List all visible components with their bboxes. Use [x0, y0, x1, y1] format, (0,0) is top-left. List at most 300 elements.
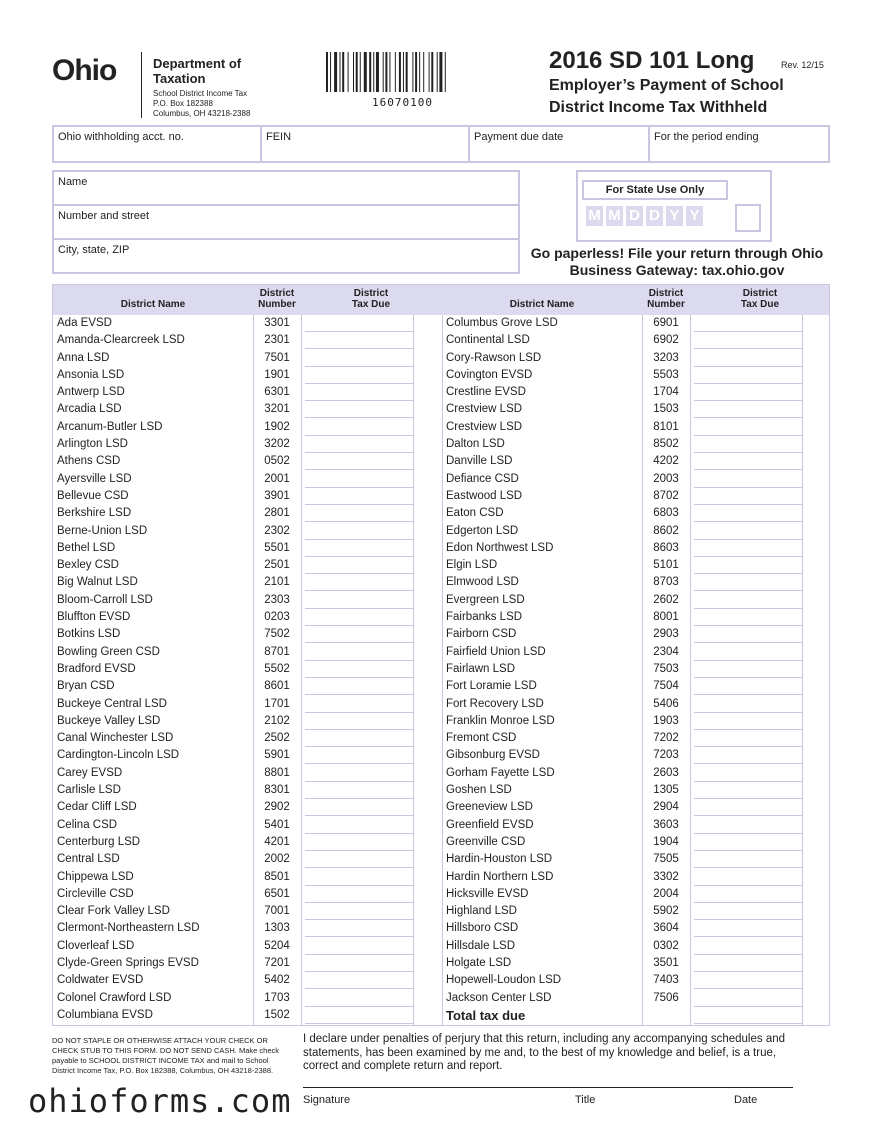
district-name: Elgin LSD: [446, 559, 498, 572]
table-row: [53, 540, 442, 557]
district-number: 7403: [653, 974, 679, 987]
district-number: 0203: [264, 611, 290, 624]
district-number: 5101: [653, 559, 679, 572]
table-row: [442, 592, 831, 609]
header-district-name-right: District Name: [509, 299, 575, 310]
table-row: [53, 920, 442, 937]
district-number: 7202: [653, 732, 679, 745]
district-number: 7503: [653, 662, 679, 675]
tax-due-input[interactable]: [694, 799, 802, 816]
tax-due-input[interactable]: [305, 869, 413, 886]
tax-due-input[interactable]: [305, 523, 413, 540]
barcode-bar: [406, 52, 408, 92]
district-number: 6301: [264, 386, 290, 399]
district-number: 6501: [264, 887, 290, 900]
tax-due-input[interactable]: [694, 574, 802, 591]
tax-due-input[interactable]: [694, 678, 802, 695]
district-number: 2101: [264, 576, 290, 589]
title-label: Title: [575, 1094, 596, 1106]
tax-due-input[interactable]: [305, 799, 413, 816]
table-row: [53, 315, 442, 332]
tax-due-input[interactable]: [305, 367, 413, 384]
barcode-bar: [364, 52, 367, 92]
district-number: 8603: [653, 541, 679, 554]
district-name: Crestview LSD: [446, 420, 523, 433]
district-name: Arlington LSD: [57, 438, 128, 451]
tax-due-input[interactable]: [305, 955, 413, 972]
logo-divider: [141, 52, 142, 118]
district-name: Carlisle LSD: [57, 784, 121, 797]
tax-due-input[interactable]: [694, 592, 802, 609]
barcode-bar: [340, 52, 341, 92]
barcode-bar: [403, 52, 404, 92]
district-name: Bryan CSD: [57, 680, 115, 693]
district-number: 3501: [653, 956, 679, 969]
district-name: Hicksville EVSD: [446, 887, 529, 900]
district-table: [52, 284, 830, 1026]
table-row: [53, 384, 442, 401]
tax-due-input[interactable]: [694, 332, 802, 349]
tax-due-input[interactable]: [305, 419, 413, 436]
payment-due-field[interactable]: Payment due date: [474, 131, 564, 143]
table-row: [53, 938, 442, 955]
district-number: 1305: [653, 784, 679, 797]
district-name: Fort Loramie LSD: [446, 680, 537, 693]
district-name: Columbus Grove LSD: [446, 317, 558, 329]
barcode-bar: [445, 52, 446, 92]
table-row: [53, 488, 442, 505]
district-name: Bexley CSD: [57, 559, 119, 572]
withholding-acct-field[interactable]: Ohio withholding acct. no.: [58, 131, 184, 143]
tax-due-input[interactable]: [694, 765, 802, 782]
district-name: Buckeye Central LSD: [57, 697, 167, 710]
table-row: [442, 315, 831, 332]
table-row: [442, 384, 831, 401]
table-row: [442, 938, 831, 955]
barcode-bar: [439, 52, 442, 92]
table-row: [53, 609, 442, 626]
table-row: [442, 557, 831, 574]
table-row: [442, 990, 831, 1007]
district-name: Evergreen LSD: [446, 593, 525, 606]
tax-due-input[interactable]: [305, 920, 413, 937]
district-number: 5503: [653, 368, 679, 381]
district-name: Bowling Green CSD: [57, 645, 160, 658]
district-number: 2303: [264, 593, 290, 606]
tax-due-input[interactable]: [694, 938, 802, 955]
district-number: 7504: [653, 680, 679, 693]
tax-due-input[interactable]: [694, 747, 802, 764]
state-use-date: [586, 206, 703, 226]
tax-due-input[interactable]: [305, 903, 413, 920]
tax-due-input[interactable]: [694, 350, 802, 367]
table-row: [53, 851, 442, 868]
district-name: Arcadia LSD: [57, 403, 122, 416]
tax-due-input[interactable]: [694, 401, 802, 418]
table-header: [53, 285, 829, 315]
table-row: [53, 765, 442, 782]
district-number: 3202: [264, 438, 290, 451]
district-number: 1904: [653, 835, 679, 848]
signature-line[interactable]: [303, 1087, 793, 1088]
table-row: [53, 453, 442, 470]
tax-due-input[interactable]: [305, 557, 413, 574]
tax-due-input[interactable]: [694, 730, 802, 747]
barcode-bar: [369, 52, 371, 92]
district-name: Cory-Rawson LSD: [446, 351, 542, 364]
table-row: [53, 990, 442, 1007]
tax-due-input[interactable]: [694, 609, 802, 626]
tax-due-input[interactable]: [694, 523, 802, 540]
district-name: Celina CSD: [57, 818, 118, 831]
table-row: [442, 678, 831, 695]
barcode-bar: [383, 52, 384, 92]
district-name: Hardin-Houston LSD: [446, 853, 553, 866]
header-district-number-right: District Number: [647, 288, 685, 310]
tax-due-input[interactable]: [305, 609, 413, 626]
table-row: [53, 1007, 442, 1024]
district-name: Berne-Union LSD: [57, 524, 148, 537]
district-name: Fairlawn LSD: [446, 662, 516, 675]
date-cell: D: [626, 206, 643, 226]
tax-due-input[interactable]: [694, 834, 802, 851]
district-name: Crestview LSD: [446, 403, 523, 416]
table-row: [53, 557, 442, 574]
district-name: Eaton CSD: [446, 507, 504, 520]
district-number: 3603: [653, 818, 679, 831]
district-name: Coldwater EVSD: [57, 974, 144, 987]
district-number: 6902: [653, 334, 679, 347]
district-name: Continental LSD: [446, 334, 530, 347]
district-name: Arcanum-Butler LSD: [57, 420, 163, 433]
district-name: Hardin Northern LSD: [446, 870, 554, 883]
table-row: [442, 350, 831, 367]
tax-due-input[interactable]: [305, 765, 413, 782]
district-name: Gibsonburg EVSD: [446, 749, 540, 762]
table-row: [442, 540, 831, 557]
department-address: School District Income Tax P.O. Box 182388 Columbus, OH 43218-2388: [153, 89, 251, 118]
tax-due-input[interactable]: [305, 886, 413, 903]
district-name: Ayersville LSD: [57, 472, 132, 485]
city-state-zip-field[interactable]: City, state, ZIP: [58, 244, 130, 256]
district-number: 8602: [653, 524, 679, 537]
tax-due-input[interactable]: [305, 1007, 413, 1024]
district-name: Colonel Crawford LSD: [57, 991, 172, 1004]
district-number: 2102: [264, 714, 290, 727]
district-number: 2302: [264, 524, 290, 537]
district-number: 5501: [264, 541, 290, 554]
barcode-bar: [419, 52, 420, 92]
district-number: 5406: [653, 697, 679, 710]
district-name: Amanda-Clearcreek LSD: [57, 334, 185, 347]
tax-due-input[interactable]: [694, 886, 802, 903]
table-row: [442, 799, 831, 816]
table-row: [442, 332, 831, 349]
district-name: Cardington-Lincoln LSD: [57, 749, 180, 762]
form-revision: Rev. 12/15: [781, 60, 824, 70]
header-district-number-left: District Number: [258, 288, 296, 310]
total-row: [442, 1007, 831, 1024]
district-number: 1703: [264, 991, 290, 1004]
date-cell: Y: [686, 206, 703, 226]
district-name: Bethel LSD: [57, 541, 116, 554]
table-row: [442, 471, 831, 488]
district-number: 2001: [264, 472, 290, 485]
tax-due-input[interactable]: [305, 972, 413, 989]
district-number: 7502: [264, 628, 290, 641]
table-row: [53, 350, 442, 367]
district-number: 7505: [653, 853, 679, 866]
table-row: [53, 523, 442, 540]
district-name: Jackson Center LSD: [446, 991, 552, 1004]
district-number: 3302: [653, 870, 679, 883]
tax-due-input[interactable]: [305, 730, 413, 747]
district-number: 2301: [264, 334, 290, 347]
table-row: [442, 817, 831, 834]
district-name: Danville LSD: [446, 455, 513, 468]
tax-due-input[interactable]: [694, 557, 802, 574]
district-name: Gorham Fayette LSD: [446, 766, 555, 779]
total-tax-due-input[interactable]: [694, 1007, 802, 1024]
district-name: Clermont-Northeastern LSD: [57, 922, 200, 935]
tax-due-input[interactable]: [305, 661, 413, 678]
district-number: 3604: [653, 922, 679, 935]
tax-due-input[interactable]: [694, 644, 802, 661]
tax-due-input[interactable]: [694, 315, 802, 332]
table-row: [442, 661, 831, 678]
district-number: 3201: [264, 403, 290, 416]
tax-due-input[interactable]: [305, 817, 413, 834]
barcode-bar: [326, 52, 328, 92]
table-row: [442, 920, 831, 937]
district-number: 8101: [653, 420, 679, 433]
tax-due-input[interactable]: [694, 488, 802, 505]
tax-due-input[interactable]: [305, 488, 413, 505]
tax-due-input[interactable]: [694, 471, 802, 488]
tax-due-input[interactable]: [694, 990, 802, 1007]
table-row: [53, 834, 442, 851]
tax-due-input[interactable]: [305, 834, 413, 851]
tax-due-input[interactable]: [305, 626, 413, 643]
total-tax-due-label: Total tax due: [446, 1007, 526, 1023]
district-number: 6901: [653, 317, 679, 329]
table-row: [442, 436, 831, 453]
street-field[interactable]: Number and street: [58, 210, 150, 222]
tax-due-input[interactable]: [305, 990, 413, 1007]
table-row: [442, 834, 831, 851]
tax-due-input[interactable]: [305, 505, 413, 522]
district-number: 2603: [653, 766, 679, 779]
tax-due-input[interactable]: [694, 367, 802, 384]
tax-due-input[interactable]: [305, 696, 413, 713]
table-row: [53, 471, 442, 488]
district-number: 2904: [653, 801, 679, 814]
table-row: [442, 626, 831, 643]
district-number: 1303: [264, 922, 290, 935]
district-number: 5402: [264, 974, 290, 987]
tax-due-input[interactable]: [305, 453, 413, 470]
district-number: 6803: [653, 507, 679, 520]
table-row: [442, 696, 831, 713]
district-name: Ada EVSD: [57, 317, 112, 329]
district-number: 5502: [264, 662, 290, 675]
district-name: Fairbanks LSD: [446, 611, 523, 624]
tax-due-input[interactable]: [694, 955, 802, 972]
district-number: 5401: [264, 818, 290, 831]
tax-due-input[interactable]: [305, 574, 413, 591]
district-number: 3901: [264, 489, 290, 502]
tax-due-input[interactable]: [305, 782, 413, 799]
district-name: Columbiana EVSD: [57, 1008, 153, 1021]
tax-due-input[interactable]: [305, 471, 413, 488]
district-name: Canal Winchester LSD: [57, 732, 174, 745]
tax-due-input[interactable]: [305, 644, 413, 661]
tax-due-input[interactable]: [694, 920, 802, 937]
district-number: 2304: [653, 645, 679, 658]
table-row: [442, 367, 831, 384]
district-number: 5204: [264, 939, 290, 952]
barcode-bar: [353, 52, 354, 92]
tax-due-input[interactable]: [305, 315, 413, 332]
table-row: [53, 436, 442, 453]
district-name: Berkshire LSD: [57, 507, 132, 520]
table-row: [442, 523, 831, 540]
barcode-image: [326, 52, 484, 92]
district-name: Bradford EVSD: [57, 662, 136, 675]
tax-due-input[interactable]: [305, 592, 413, 609]
tax-due-input[interactable]: [694, 419, 802, 436]
barcode-bar: [342, 52, 344, 92]
tax-due-input[interactable]: [694, 713, 802, 730]
form-title: 2016 SD 101 Long: [549, 47, 755, 74]
address-block: [52, 170, 520, 274]
period-ending-field[interactable]: For the period ending: [654, 131, 759, 143]
table-row: [53, 696, 442, 713]
table-row: [442, 886, 831, 903]
district-name: Edon Northwest LSD: [446, 541, 554, 554]
table-row: [442, 765, 831, 782]
tax-due-input[interactable]: [694, 817, 802, 834]
district-number: 2902: [264, 801, 290, 814]
tax-due-input[interactable]: [694, 436, 802, 453]
tax-due-input[interactable]: [305, 747, 413, 764]
tax-due-input[interactable]: [694, 696, 802, 713]
tax-due-input[interactable]: [305, 436, 413, 453]
district-number: 7203: [653, 749, 679, 762]
tax-due-input[interactable]: [694, 903, 802, 920]
district-name: Greenfield EVSD: [446, 818, 534, 831]
tax-due-input[interactable]: [305, 938, 413, 955]
table-row: [53, 505, 442, 522]
table-row: [442, 505, 831, 522]
table-row: [442, 419, 831, 436]
district-number: 0302: [653, 939, 679, 952]
tax-due-input[interactable]: [305, 851, 413, 868]
district-name: Highland LSD: [446, 905, 517, 918]
barcode-bar: [360, 52, 361, 92]
tax-due-input[interactable]: [305, 713, 413, 730]
district-number: 0502: [264, 455, 290, 468]
barcode-bar: [376, 52, 379, 92]
district-number: 8701: [264, 645, 290, 658]
district-name: Centerburg LSD: [57, 835, 141, 848]
header-tax-due-right: District Tax Due: [740, 288, 780, 310]
district-number: 3203: [653, 351, 679, 364]
form-subtitle: Employer’s Payment of School District Income Tax Withheld: [549, 77, 784, 116]
district-name: Circleville CSD: [57, 887, 134, 900]
tax-due-input[interactable]: [305, 350, 413, 367]
name-field[interactable]: Name: [58, 176, 88, 188]
tax-due-input[interactable]: [305, 332, 413, 349]
district-name: Carey EVSD: [57, 766, 123, 779]
district-number: 1704: [653, 386, 679, 399]
fein-field[interactable]: FEIN: [266, 131, 292, 143]
barcode-bar: [415, 52, 417, 92]
tax-due-input[interactable]: [694, 869, 802, 886]
tax-due-input[interactable]: [694, 626, 802, 643]
table-row: [53, 678, 442, 695]
table-row: [53, 644, 442, 661]
barcode-bar: [334, 52, 337, 92]
district-number: 2602: [653, 593, 679, 606]
table-row: [53, 747, 442, 764]
table-row: [53, 626, 442, 643]
tax-due-input[interactable]: [694, 661, 802, 678]
district-number: 1701: [264, 697, 290, 710]
mailing-notice: DO NOT STAPLE OR OTHERWISE ATTACH YOUR CHECK OR CHECK STUB TO THIS FORM. DO NOT SEND CASH. Make check payable to SCHOOL DISTRICT INCOME TAX and mail to School District Income Tax, P.O. Box 182388, Columbus, OH 43218-2388.: [52, 1036, 279, 1075]
table-row: [53, 661, 442, 678]
tax-due-input[interactable]: [305, 540, 413, 557]
tax-due-input[interactable]: [305, 384, 413, 401]
district-name: Fremont CSD: [446, 732, 517, 745]
tax-due-input[interactable]: [694, 384, 802, 401]
district-name: Edgerton LSD: [446, 524, 519, 537]
header-tax-due-left: District Tax Due: [351, 288, 391, 310]
table-row: [53, 972, 442, 989]
district-name: Bluffton EVSD: [57, 611, 131, 624]
tax-due-input[interactable]: [694, 782, 802, 799]
district-name: Elmwood LSD: [446, 576, 519, 589]
barcode-bar: [385, 52, 387, 92]
tax-due-input[interactable]: [694, 972, 802, 989]
district-number: 1502: [264, 1008, 290, 1021]
table-row: [53, 903, 442, 920]
tax-due-input[interactable]: [694, 453, 802, 470]
account-info-row: [52, 125, 830, 163]
district-number: 4202: [653, 455, 679, 468]
district-number: 8601: [264, 680, 290, 693]
district-number: 3301: [264, 317, 290, 329]
district-number: 1903: [653, 714, 679, 727]
table-row: [53, 817, 442, 834]
tax-due-input[interactable]: [694, 851, 802, 868]
district-number: 1902: [264, 420, 290, 433]
district-number: 8501: [264, 870, 290, 883]
tax-due-input[interactable]: [305, 678, 413, 695]
district-number: 4201: [264, 835, 290, 848]
tax-due-input[interactable]: [694, 540, 802, 557]
table-row: [53, 799, 442, 816]
district-name: Cloverleaf LSD: [57, 939, 135, 952]
table-row: [442, 903, 831, 920]
district-number: 8301: [264, 784, 290, 797]
tax-due-input[interactable]: [305, 401, 413, 418]
barcode-bar: [412, 52, 413, 92]
district-number: 8502: [653, 438, 679, 451]
tax-due-input[interactable]: [694, 505, 802, 522]
district-name: Hillsboro CSD: [446, 922, 519, 935]
district-number: 2903: [653, 628, 679, 641]
